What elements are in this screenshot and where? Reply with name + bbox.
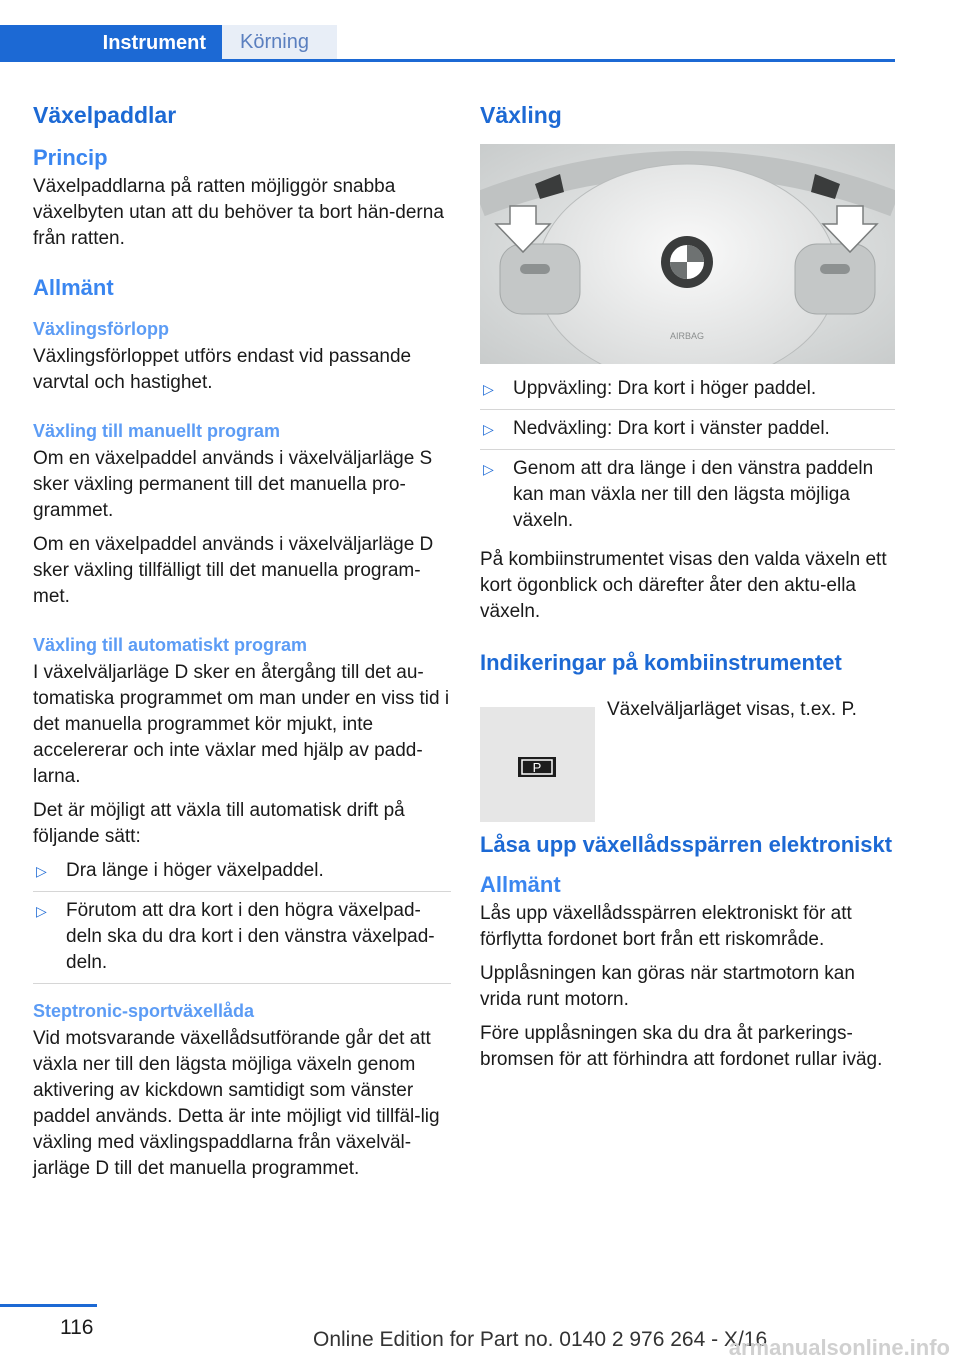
heading-steptronic: Steptronic-sportväxellåda <box>33 1001 255 1021</box>
paragraph-automatiskt-1: I växelväljarläge D sker en återgång till det au-tomatiska programmet om man under en viss tid i det manuella programmet kör mjukt, inte accelererar och inte växlar med hjälp av padd-larna. <box>33 662 450 787</box>
list-item: ▷ Förutom att dra kort i den högra växelpad-deln ska du dra kort i den vänstra växelpad-deln. <box>33 898 451 984</box>
footer-edition-note: Online Edition for Part no. 0140 2 976 264 - X/16 <box>313 1328 768 1351</box>
paragraph-lasa-1: Lås upp växellådsspärren elektroniskt för att förflytta fordonet bort från ett riskområde. <box>480 903 852 950</box>
heading-indikering: Indikeringar på kombiinstrumentet <box>480 650 842 675</box>
watermark: armanualsonline.info <box>728 1335 950 1360</box>
bullet-list-auto <box>33 858 451 984</box>
airbag-label: AIRBAG <box>669 331 705 341</box>
triangle-bullet-icon: ▷ <box>36 903 47 919</box>
paragraph-lasa-3: Före upplåsningen ska du dra åt parkerings-bromsen för att förhindra att fordonet rullar iväg. <box>480 1023 883 1070</box>
list-item: ▷ Uppväxling: Dra kort i höger paddel. <box>480 376 895 410</box>
list-item: ▷ Genom att dra länge i den vänstra paddeln kan man växla ner till den lägsta möjliga växeln. <box>483 458 874 531</box>
section-title-vaxelpaddlar: Växelpaddlar <box>33 102 177 128</box>
tab-instrument[interactable]: Instrument <box>0 25 222 62</box>
paragraph-princip: Växelpaddlarna på ratten möjliggör snabba växelbyten utan att du behöver ta bort hän-derna från ratten. <box>33 176 444 249</box>
heading-allmant-2: Allmänt <box>480 872 561 897</box>
indicator-row <box>480 679 895 809</box>
header-tabs <box>0 25 895 62</box>
page-number: 116 <box>60 1316 94 1339</box>
triangle-bullet-icon: ▷ <box>36 863 47 879</box>
paragraph-steptronic: Vid motsvarande växellådsutförande går det att växla ner till den lägsta möjliga växeln genom aktivering av kickdown samtidigt som vänster paddel används. Detta är inte möjligt vid tillfäl-lig växling med växlingspaddlarna från växelväl-jarläge D till det manuella programmet. <box>33 1028 440 1179</box>
gear-display-image <box>480 707 595 822</box>
paragraph-lasa-2: Upplåsningen kan göras när startmotorn kan vrida runt motorn. <box>480 963 855 1010</box>
left-column <box>33 100 451 1190</box>
list-item: ▷ Dra länge i höger växelpaddel. <box>33 858 451 892</box>
paragraph-vaxlingsforlopp: Växlingsförloppet utförs endast vid passande varvtal och hastighet. <box>33 346 412 393</box>
paragraph-manuellt-2: Om en växelpaddel används i växelväljarläge D sker växling tillfälligt till det manuella program-met. <box>33 534 434 607</box>
header-rule <box>0 59 895 62</box>
paragraph-vaxling: På kombiinstrumentet visas den valda växeln ett kort ögonblick och därefter åter den aktu-ella växeln. <box>480 549 887 622</box>
footer-rule <box>0 1304 97 1307</box>
steering-wheel-image <box>480 144 895 364</box>
heading-vaxlingsforlopp: Växlingsförlopp <box>33 319 170 339</box>
triangle-bullet-icon: ▷ <box>483 381 494 397</box>
heading-lasa-upp: Låsa upp växellådsspärren elektroniskt <box>480 832 893 857</box>
gear-letter: P <box>532 760 542 775</box>
triangle-bullet-icon: ▷ <box>483 421 494 437</box>
heading-automatiskt: Växling till automatiskt program <box>33 635 308 655</box>
right-column <box>480 100 895 1081</box>
paragraph-manuellt-1: Om en växelpaddel används i växelväljarläge S sker växling permanent till det manuella pro-grammet. <box>33 448 433 521</box>
section-title-vaxling: Växling <box>480 102 562 128</box>
heading-allmant: Allmänt <box>33 275 114 300</box>
paragraph-indikering: Växelväljarläget visas, t.ex. P. <box>607 699 857 720</box>
tab-korning[interactable]: Körning <box>222 25 337 59</box>
paragraph-automatiskt-2: Det är möjligt att växla till automatisk drift på följande sätt: <box>33 800 405 847</box>
list-item: ▷ Nedväxling: Dra kort i vänster paddel. <box>480 416 895 450</box>
bullet-list-vaxling <box>480 376 895 541</box>
bmw-logo-icon <box>661 236 713 288</box>
heading-princip: Princip <box>33 145 108 170</box>
heading-manuellt: Växling till manuellt program <box>33 421 281 441</box>
triangle-bullet-icon: ▷ <box>483 461 494 477</box>
